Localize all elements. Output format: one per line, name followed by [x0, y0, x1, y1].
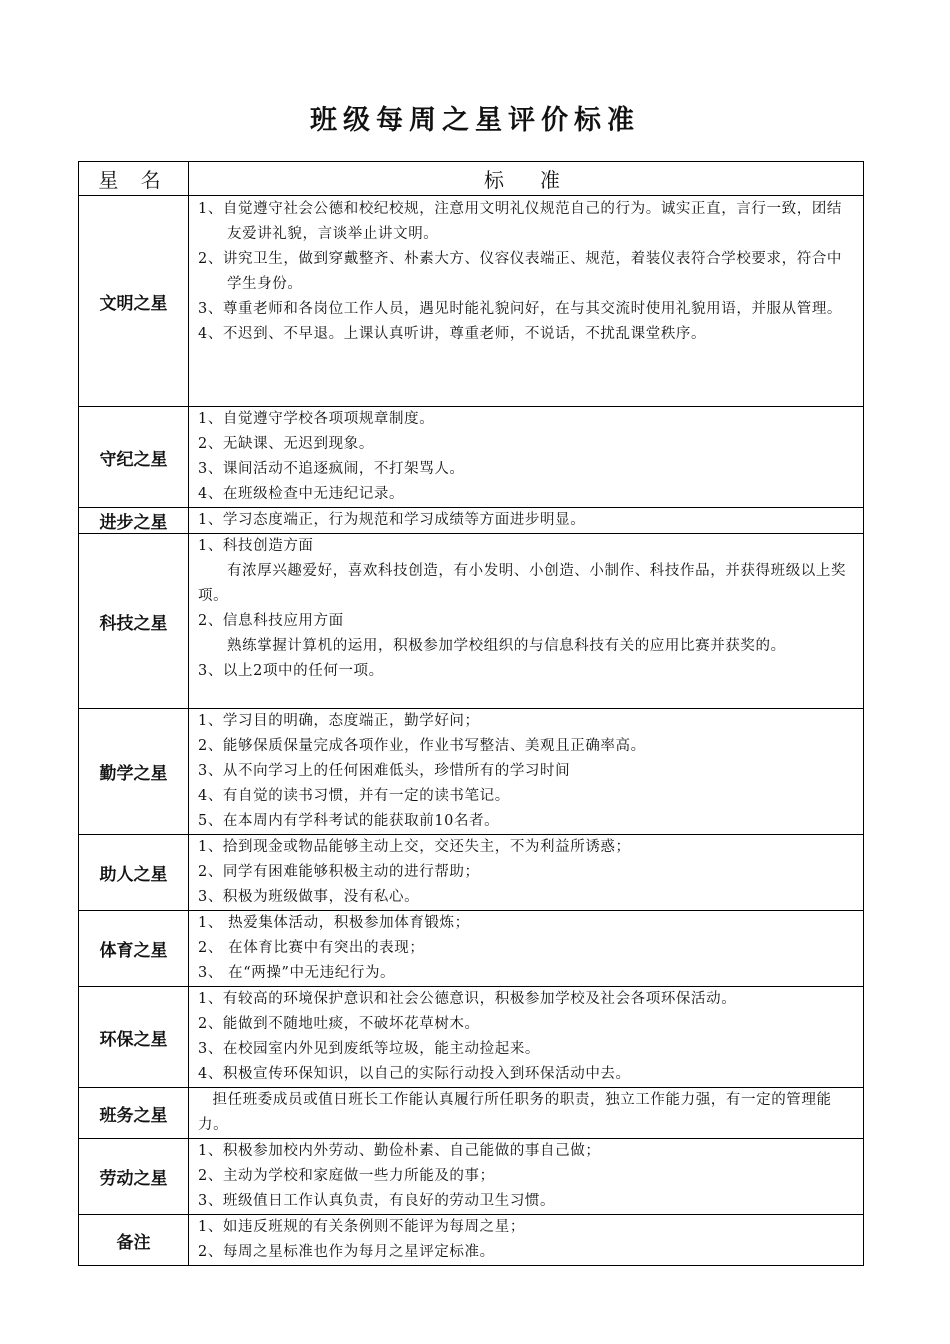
criteria-line: 4、积极宣传环保知识，以自己的实际行动投入到环保活动中去。: [198, 1066, 631, 1082]
criteria-line: 2、每周之星标准也作为每月之星评定标准。: [198, 1244, 495, 1260]
table-row: [79, 508, 864, 534]
criteria-line: 3、积极为班级做事，没有私心。: [198, 889, 420, 905]
criteria-line: 1、学习态度端正，行为规范和学习成绩等方面进步明显。: [198, 512, 586, 528]
criteria-line: 2、能做到不随地吐痰，不破坏花草树木。: [198, 1016, 480, 1032]
criteria-line: 1、自觉遵守学校各项项规章制度。: [198, 411, 435, 427]
criteria-cell: [189, 534, 864, 709]
star-name: 体育之星: [79, 911, 189, 987]
criteria-cell: [189, 709, 864, 835]
criteria-line: 3、从不向学习上的任何困难低头，珍惜所有的学习时间: [198, 763, 571, 779]
star-name: 劳动之星: [79, 1139, 189, 1215]
criteria-line: 4、有自觉的读书习惯，并有一定的读书笔记。: [198, 788, 510, 804]
criteria-line: 1、积极参加校内外劳动、勤俭朴素、自己能做的事自己做；: [198, 1143, 601, 1159]
criteria-line: 3、班级值日工作认真负责，有良好的劳动卫生习惯。: [198, 1193, 556, 1209]
criteria-cell: [189, 407, 864, 508]
criteria-line: 1、科技创造方面: [198, 538, 314, 554]
criteria-line: 3、以上2项中的任何一项。: [198, 663, 384, 679]
criteria-line: 1、 热爱集体活动，积极参加体育锻炼；: [198, 915, 470, 931]
criteria-line: 3、在校园室内外见到废纸等垃圾，能主动捡起来。: [198, 1041, 541, 1057]
criteria-line: 1、拾到现金或物品能够主动上交，交还失主，不为利益所诱惑；: [198, 839, 631, 855]
table-row: [79, 1088, 864, 1139]
star-name: 助人之星: [79, 835, 189, 911]
criteria-line: 2、信息科技应用方面: [198, 613, 344, 629]
criteria-line: 2、主动为学校和家庭做一些力所能及的事；: [198, 1168, 495, 1184]
criteria-line: 有浓厚兴趣爱好，喜欢科技创造，有小发明、小创造、小制作、科技作品，并获得班级以上奖项。: [198, 563, 847, 604]
criteria-line: 2、讲究卫生，做到穿戴整齐、朴素大方、仪容仪表端正、规范，着装仪表符合学校要求，符合中学生身份。: [198, 251, 843, 292]
star-name: 文明之星: [79, 196, 189, 407]
header-star-name: 星 名: [79, 162, 189, 196]
criteria-line: 2、 在体育比赛中有突出的表现；: [198, 940, 425, 956]
table-row: [79, 1215, 864, 1266]
star-name: 环保之星: [79, 987, 189, 1088]
criteria-line: 3、课间活动不追逐疯闹，不打架骂人。: [198, 461, 465, 477]
star-name: 勤学之星: [79, 709, 189, 835]
star-name: 守纪之星: [79, 407, 189, 508]
table-row: [79, 1139, 864, 1215]
star-name: 科技之星: [79, 534, 189, 709]
criteria-line: 4、在班级检查中无违纪记录。: [198, 486, 405, 502]
criteria-cell: [189, 1215, 864, 1266]
criteria-line: 1、有较高的环境保护意识和社会公德意识，积极参加学校及社会各项环保活动。: [198, 991, 737, 1007]
criteria-cell: [189, 835, 864, 911]
criteria-cell: [189, 1088, 864, 1139]
page-title: 班级每周之星评价标准: [310, 105, 640, 136]
header-criteria: 标 准: [189, 162, 864, 196]
criteria-line: 1、自觉遵守社会公德和校纪校规，注意用文明礼仪规范自己的行为。诚实正直，言行一致，团结友爱讲礼貌，言谈举止讲文明。: [198, 201, 843, 242]
table-row: [79, 407, 864, 508]
criteria-table: [78, 161, 864, 1266]
criteria-line: 1、如违反班规的有关条例则不能评为每周之星；: [198, 1219, 525, 1235]
table-row: [79, 709, 864, 835]
table-header-row: [79, 162, 864, 196]
table-row: [79, 987, 864, 1088]
criteria-cell: [189, 508, 864, 534]
criteria-line: 2、同学有困难能够积极主动的进行帮助；: [198, 864, 480, 880]
table-row: [79, 196, 864, 407]
criteria-line: 3、 在“两操”中无违纪行为。: [198, 965, 396, 981]
criteria-line: 1、学习目的明确，态度端正，勤学好问；: [198, 713, 480, 729]
criteria-cell: [189, 987, 864, 1088]
table-row: [79, 534, 864, 709]
criteria-line: 2、能够保质保量完成各项作业，作业书写整洁、美观且正确率高。: [198, 738, 646, 754]
criteria-line: 担任班委成员或值日班长工作能认真履行所任职务的职责，独立工作能力强，有一定的管理能力。: [198, 1092, 832, 1133]
criteria-line: 熟练掌握计算机的运用，积极参加学校组织的与信息科技有关的应用比赛并获奖的。: [227, 638, 786, 654]
star-name: 备注: [79, 1215, 189, 1266]
criteria-line: 3、尊重老师和各岗位工作人员，遇见时能礼貌问好，在与其交流时使用礼貌用语，并服从管理。: [198, 301, 843, 317]
criteria-line: 4、不迟到、不早退。上课认真听讲，尊重老师，不说话，不扰乱课堂秩序。: [198, 326, 707, 342]
table-row: [79, 911, 864, 987]
criteria-cell: [189, 911, 864, 987]
criteria-line: 5、在本周内有学科考试的能获取前10名者。: [198, 813, 500, 829]
star-name: 班务之星: [79, 1088, 189, 1139]
criteria-cell: [189, 1139, 864, 1215]
criteria-line: 2、无缺课、无迟到现象。: [198, 436, 374, 452]
star-name: 进步之星: [79, 508, 189, 534]
table-row: [79, 835, 864, 911]
criteria-cell: [189, 196, 864, 407]
